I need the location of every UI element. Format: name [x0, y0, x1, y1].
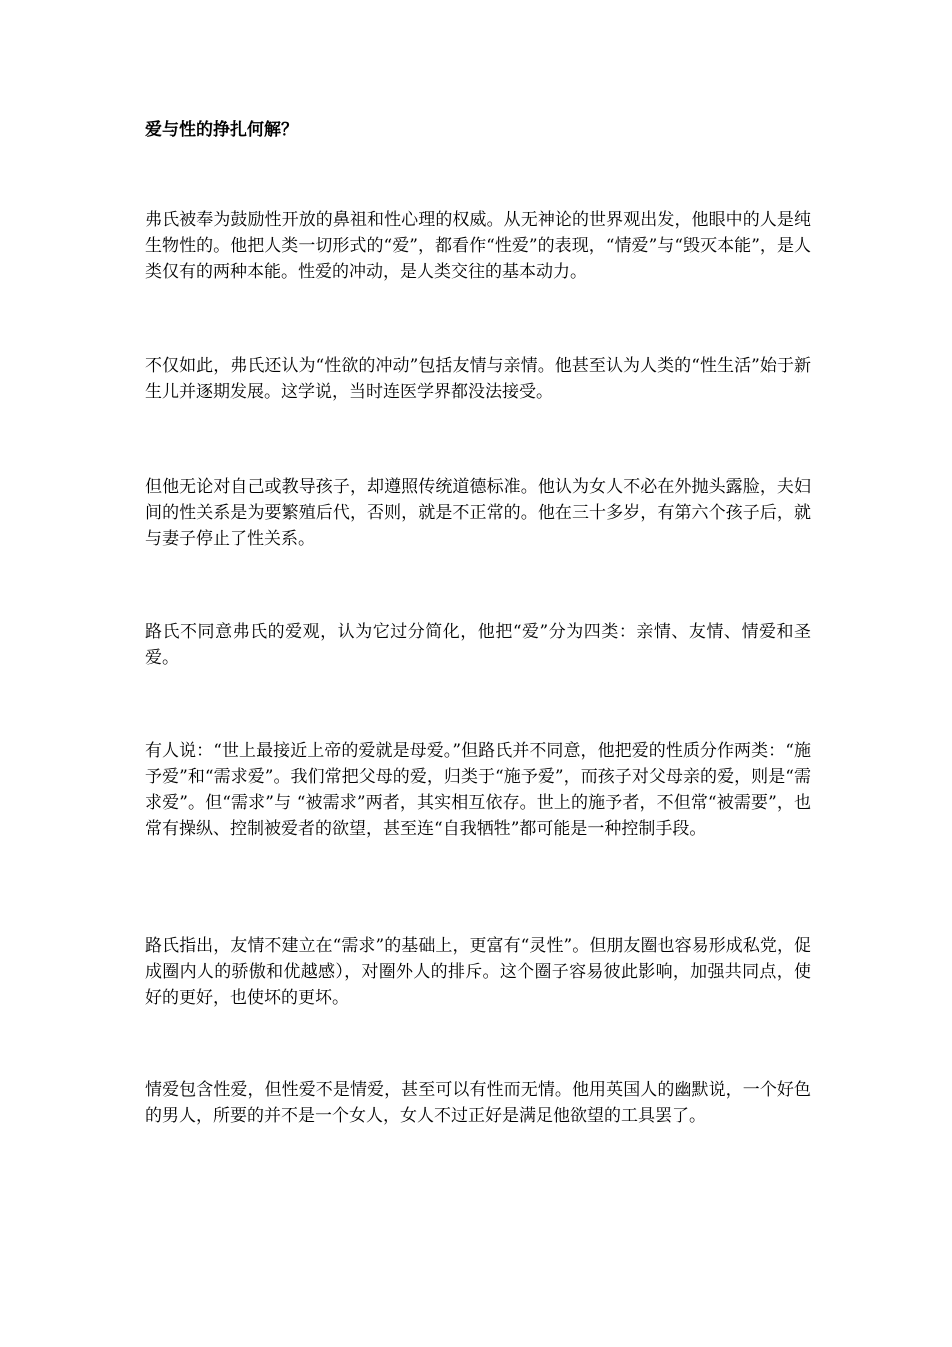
document-title: 爱与性的挣扎何解？ — [145, 120, 298, 140]
paragraph: 路氏指出，友情不建立在“需求”的基础上，更富有“灵性”。但朋友圈也容易形成私党，促成圈内人的骄傲和优越感），对圈外人的排斥。这个圈子容易彼此影响，加强共同点，使好的更好，也使坏的更坏。 — [145, 936, 811, 1008]
paragraph: 有人说：“世上最接近上帝的爱就是母爱。”但路氏并不同意，他把爱的性质分作两类：“施予爱”和“需求爱”。我们常把父母的爱，归类于“施予爱”，而孩子对父母亲的爱，则是“需求爱”。但“需求”与 “被需求”两者，其实相互依存。世上的施予者，不但常“被需要”，也常有操纵、控制被爱者的欲望，甚至连“自我牺牲”都可能是一种控制手段。 — [145, 741, 811, 839]
paragraph: 情爱包含性爱，但性爱不是情爱，甚至可以有性而无情。他用英国人的幽默说，一个好色的男人，所要的并不是一个女人，女人不过正好是满足他欲望的工具罢了。 — [145, 1080, 811, 1126]
paragraph: 弗氏被奉为鼓励性开放的鼻祖和性心理的权威。从无神论的世界观出发，他眼中的人是纯生物性的。他把人类一切形式的“爱”，都看作“性爱”的表现，“情爱”与“毁灭本能”，是人类仅有的两种本能。性爱的冲动，是人类交往的基本动力。 — [145, 210, 811, 282]
paragraph: 但他无论对自己或教导孩子，却遵照传统道德标准。他认为女人不必在外抛头露脸，夫妇间的性关系是为要繁殖后代，否则，就是不正常的。他在三十多岁，有第六个孩子后，就与妻子停止了性关系。 — [145, 477, 811, 549]
paragraph: 路氏不同意弗氏的爱观，认为它过分简化，他把“爱”分为四类：亲情、友情、情爱和圣爱。 — [145, 622, 811, 668]
paragraph: 不仅如此，弗氏还认为“性欲的冲动”包括友情与亲情。他甚至认为人类的“性生活”始于新生儿并逐期发展。这学说，当时连医学界都没法接受。 — [145, 356, 811, 402]
